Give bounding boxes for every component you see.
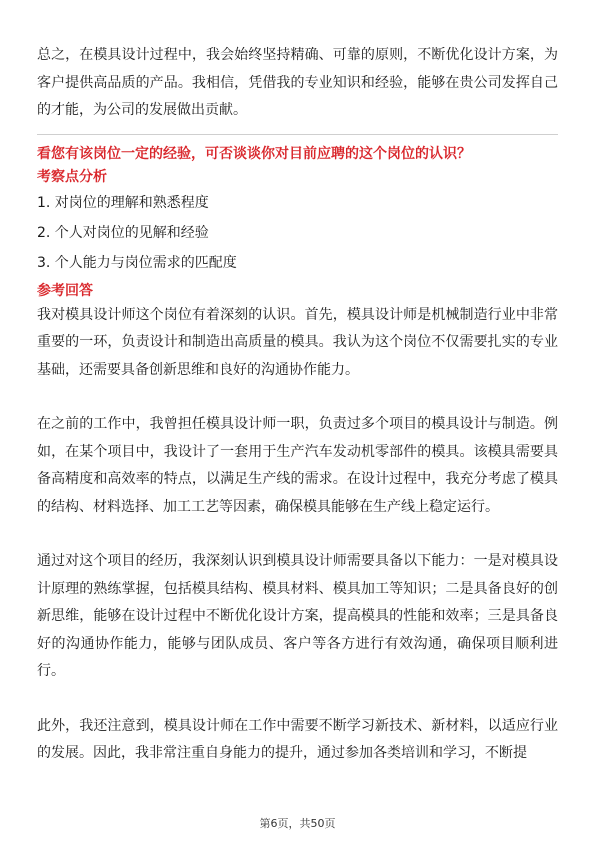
analysis-title: 考察点分析 xyxy=(37,168,107,185)
analysis-item: 2. 个人对岗位的见解和经验 xyxy=(37,224,209,241)
paragraph-gap xyxy=(37,521,558,548)
answer-paragraph: 在之前的工作中，我曾担任模具设计师一职，负责过多个项目的模具设计与制造。例如，在某个项目中，我设计了一套用于生产汽车发动机零部件的模具。该模具需要具备高精度和高效率的特点，以满足生产线的需求。在设计过程中，我充分考虑了模具的结构、材料选择、加工工艺等因素，确保模具能够在生产线上稳定运行。 xyxy=(37,416,558,515)
section-divider xyxy=(37,134,558,135)
interview-question: 看您有该岗位一定的经验，可否谈谈你对目前应聘的这个岗位的认识？ xyxy=(37,145,471,162)
analysis-item: 3. 个人能力与岗位需求的匹配度 xyxy=(37,254,237,271)
answer-paragraph: 此外，我还注意到，模具设计师在工作中需要不断学习新技术、新材料，以适应行业的发展。因此，我非常注重自身能力的提升，通过参加各类培训和学习，不断提 xyxy=(37,717,558,761)
answer-paragraph: 通过对这个项目的经历，我深刻认识到模具设计师需要具备以下能力：一是对模具设计原理的熟练掌握，包括模具结构、模具材料、模具加工等知识；二是具备良好的创新思维，能够在设计过程中不断优化设计方案，提高模具的性能和效率；三是具备良好的沟通协作能力，能够与团队成员、客户等各方进行有效沟通，确保项目顺利进行。 xyxy=(37,553,558,679)
page-number: 第6页，共50页 xyxy=(259,817,336,830)
answer-paragraph: 我对模具设计师这个岗位有着深刻的认识。首先，模具设计师是机械制造行业中非常重要的一环，负责设计和制造出高质量的模具。我认为这个岗位不仅需要扎实的专业基础，还需要具备创新思维和良好的沟通协作能力。 xyxy=(37,306,558,378)
answer-title: 参考回答 xyxy=(37,282,93,299)
analysis-item: 1. 对岗位的理解和熟悉程度 xyxy=(37,194,209,211)
intro-paragraph: 总之，在模具设计过程中，我会始终坚持精确、可靠的原则，不断优化设计方案，为客户提供高品质的产品。我相信，凭借我的专业知识和经验，能够在贵公司发挥自己的才能，为公司的发展做出贡献。 xyxy=(37,47,558,118)
paragraph-gap xyxy=(37,384,558,411)
paragraph-gap xyxy=(37,686,558,713)
document-body xyxy=(37,42,558,768)
